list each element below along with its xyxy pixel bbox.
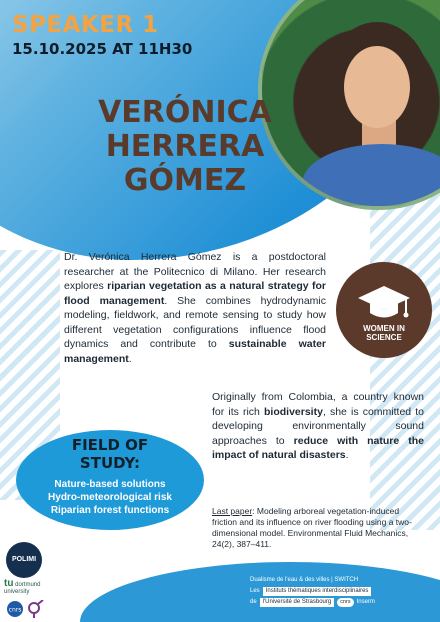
field-of-study-title: FIELD OF STUDY: xyxy=(71,436,149,472)
footer-credits: Dualisme de l'eau & des villes | SWITCH Les Instituts thématiques interdisciplinaires de l'Université de Strasbourg cnrs Inserm xyxy=(250,577,375,605)
list-item: Nature-based solutions xyxy=(54,479,166,490)
list-item: Hydro-meteorological risk xyxy=(48,492,172,503)
last-paper: Last paper: Modeling arboreal vegetation-induced friction and its influence on river flooding using a two-dimensional model. Environmental Fluid Mechanics, 24(2), 387–411. xyxy=(212,506,412,549)
cnrs-gender-logo xyxy=(6,600,46,618)
event-date-time: 15.10.2025 AT 11H30 xyxy=(12,40,193,58)
instituts-box: Instituts thématiques interdisciplinaires xyxy=(263,587,372,596)
polimi-logo: POLIMI xyxy=(6,542,42,578)
svg-text:cnrs: cnrs xyxy=(8,606,22,614)
tu-dortmund-logo: tu dortmund university xyxy=(4,578,41,595)
speaker-bio: Dr. Verónica Herrera Gómez is a postdoctoral researcher at the Politecnico di Milano. Her research explores riparian vegetation as a natural strategy for flood management. She combines hydrodynamic modeling, fieldwork, and remote sensing to study how different vegetation configurations influence flood dynamics and contribute to sustainable water management. xyxy=(64,251,326,365)
speaker-name-line2: HERRERA GÓMEZ xyxy=(105,129,265,198)
list-item: Riparian forest functions xyxy=(50,505,170,516)
universite-box: l'Université de Strasbourg xyxy=(260,598,335,607)
origin-paragraph: Originally from Colombia, a country known for its rich biodiversity, she is committed to developing environmentally sound approaches to reduce with nature the impact of natural disasters. xyxy=(212,391,424,461)
field-of-study-list xyxy=(16,478,204,517)
speaker-name xyxy=(70,96,300,198)
inserm-logo: Inserm xyxy=(356,599,375,605)
women-in-science-badge xyxy=(336,262,432,358)
cnrs-logo: cnrs xyxy=(337,598,353,607)
speaker-name-line1: VERÓNICA xyxy=(98,95,272,130)
badge-label: WOMEN IN SCIENCE xyxy=(363,324,405,342)
graduation-cap-icon xyxy=(356,282,412,322)
speaker-label: SPEAKER 1 xyxy=(12,12,159,38)
